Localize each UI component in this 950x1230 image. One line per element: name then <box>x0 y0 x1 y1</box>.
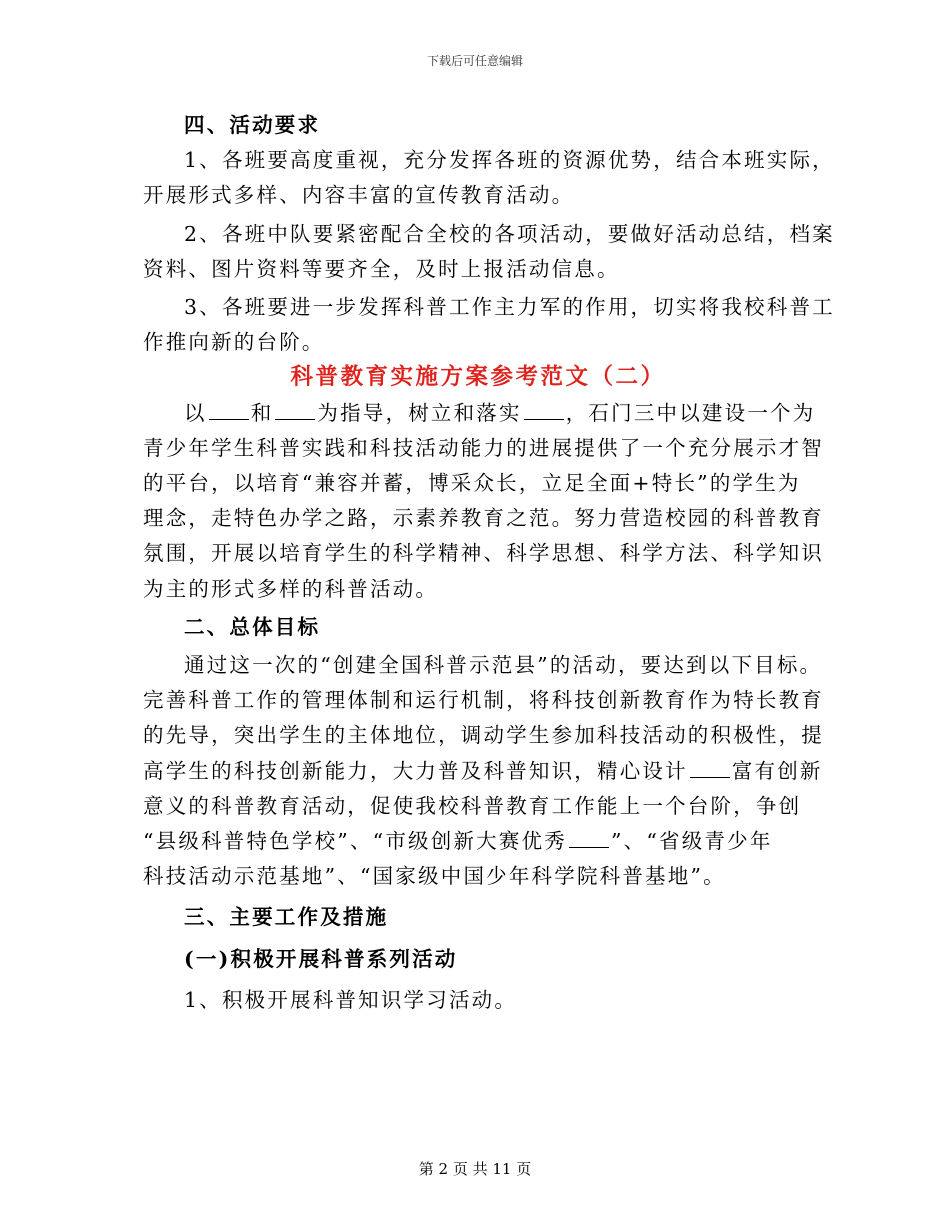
paragraph-line: 为主的形式多样的科普活动。 <box>143 576 439 601</box>
blank-field <box>569 829 609 848</box>
blank-field <box>209 401 249 420</box>
paragraph-line: 的平台，以培育“兼容并蓄，博采众长，立足全面+特长”的学生为 <box>143 471 801 496</box>
subsection-heading: (一)积极开展科普系列活动 <box>184 946 458 971</box>
paragraph-line <box>143 754 823 789</box>
paragraph-line: 1、各班要高度重视，充分发挥各班的资源优势，结合本班实际， <box>184 148 835 173</box>
document-body <box>143 108 835 1018</box>
document-title: 科普教育实施方案参考范文（二） <box>290 364 666 391</box>
paragraph-line: 资料、图片资料等要齐全，及时上报活动信息。 <box>143 256 620 281</box>
paragraph-line: 意义的科普教育活动，促使我校科普教育工作能上一个台阶，争创 <box>143 793 802 818</box>
paragraph-line: 理念，走特色办学之路，示素养教育之范。努力营造校园的科普教育 <box>143 506 824 531</box>
blank-field <box>690 759 730 778</box>
paragraph-line: 开展形式多样、内容丰富的宣传教育活动。 <box>143 183 575 208</box>
intro-line <box>143 396 816 431</box>
paragraph-line: 2、各班中队要紧密配合全校的各项活动，要做好活动总结，档案 <box>184 221 835 246</box>
list-item: 1、积极开展科普知识学习活动。 <box>184 987 518 1012</box>
paragraph-line: 通过这一次的“创建全国科普示范县”的活动，要达到以下目标。 <box>184 653 823 678</box>
paragraph-text: 富有创新 <box>731 758 823 783</box>
header-note: 下载后可任意编辑 <box>426 54 523 68</box>
paragraph-line: 作推向新的台阶。 <box>143 330 325 355</box>
paragraph-line: 科技活动示范基地”、“国家级中国少年科学院科普基地”。 <box>143 864 726 889</box>
blank-field <box>275 401 315 420</box>
intro-text: 为指导，树立和落实 <box>317 400 522 425</box>
paragraph-text: ”、“省级青少年 <box>610 829 773 854</box>
section-heading-goals: 二、总体目标 <box>184 614 321 639</box>
paragraph-text: 高学生的科技创新能力，大力普及科普知识，精心设计 <box>143 758 688 783</box>
section-heading-measures: 三、主要工作及措施 <box>184 905 389 930</box>
page-number: 第 2 页 共 11 页 <box>418 1160 532 1178</box>
paragraph-line <box>143 824 813 859</box>
paragraph-line: 氛围，开展以培育学生的科学精神、科学思想、科学方法、科学知识 <box>143 541 824 566</box>
paragraph-line: 3、各班要进一步发挥科普工作主力军的作用，切实将我校科普工 <box>184 295 835 320</box>
intro-text: 以 <box>184 400 207 425</box>
intro-text: 和 <box>250 400 274 425</box>
intro-text: ，石门三中以建设一个为 <box>565 400 816 425</box>
blank-field <box>524 401 564 420</box>
paragraph-text: “县级科普特色学校”、“市级创新大赛优秀 <box>143 829 567 854</box>
paragraph-line: 的先导，突出学生的主体地位，调动学生参加科技活动的积极性，提 <box>143 723 824 748</box>
paragraph-line: 青少年学生科普实践和科技活动能力的进展提供了一个充分展示才智 <box>143 435 824 460</box>
section-heading-requirements: 四、活动要求 <box>184 113 321 137</box>
paragraph-line: 完善科普工作的管理体制和运行机制，将科技创新教育作为特长教育 <box>143 688 824 713</box>
